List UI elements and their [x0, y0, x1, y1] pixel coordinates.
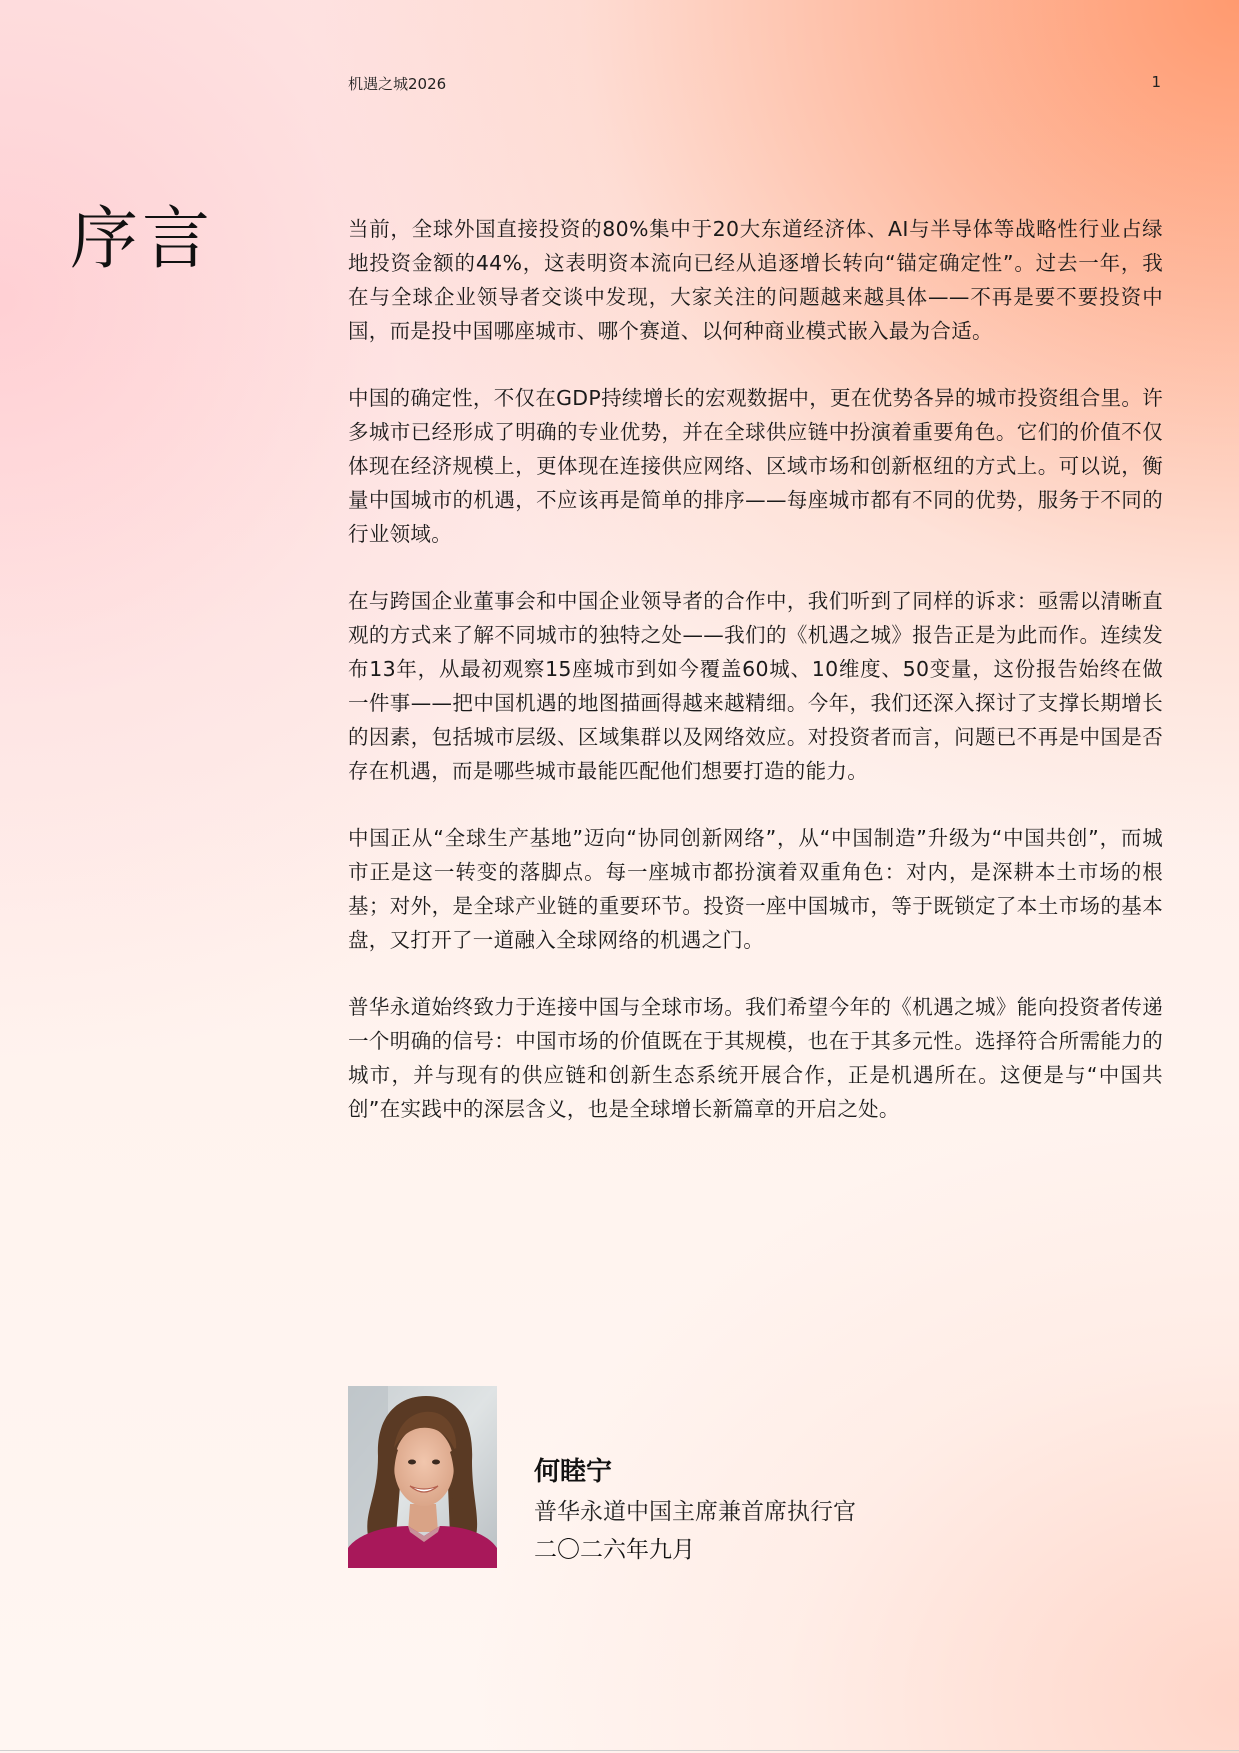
paragraph: 中国正从“全球生产基地”迈向“协同创新网络”，从“中国制造”升级为“中国共创”，而城市正是这一转变的落脚点。每一座城市都扮演着双重角色：对内，是深耕本土市场的根基；对外，是全球产业链的重要环节。投资一座中国城市，等于既锁定了本土市场的基本盘，又打开了一道融入全球网络的机遇之门。 [348, 826, 1163, 952]
signature-text [534, 1454, 856, 1568]
signature-block [348, 1386, 1163, 1568]
author-title: 普华永道中国主席兼首席执行官 [534, 1499, 856, 1525]
paragraph: 中国的确定性，不仅在GDP持续增长的宏观数据中，更在优势各异的城市投资组合里。许多城市已经形成了明确的专业优势，并在全球供应链中扮演着重要角色。它们的价值不仅体现在经济规模上，更体现在连接供应网络、区域市场和创新枢纽的方式上。可以说，衡量中国城市的机遇，不应该再是简单的排序——每座城市都有不同的优势，服务于不同的行业领域。 [348, 386, 1163, 546]
signature-date: 二〇二六年九月 [534, 1537, 695, 1563]
paragraph: 当前，全球外国直接投资的80%集中于20大东道经济体、AI与半导体等战略性行业占绿地投资金额的44%，这表明资本流向已经从追逐增长转向“锚定确定性”。过去一年，我在与全球企业领导者交谈中发现，大家关注的问题越来越具体——不再是要不要投资中国，而是投中国哪座城市、哪个赛道、以何种商业模式嵌入最为合适。 [348, 217, 1163, 343]
page-number: 1 [1151, 73, 1161, 91]
paragraph: 在与跨国企业董事会和中国企业领导者的合作中，我们听到了同样的诉求：亟需以清晰直观的方式来了解不同城市的独特之处——我们的《机遇之城》报告正是为此而作。连续发布13年，从最初观察15座城市到如今覆盖60城、10维度、50变量，这份报告始终在做一件事——把中国机遇的地图描画得越来越精细。今年，我们还深入探讨了支撑长期增长的因素，包括城市层级、区域集群以及网络效应。对投资者而言，问题已不再是中国是否存在机遇，而是哪些城市最能匹配他们想要打造的能力。 [348, 589, 1163, 783]
bottom-divider [0, 1750, 1239, 1751]
section-title: 序言 [70, 200, 215, 279]
author-portrait [348, 1386, 497, 1568]
author-name: 何睦宁 [534, 1457, 613, 1487]
header-title: 机遇之城2026 [348, 75, 447, 93]
body-text [348, 212, 1163, 1159]
paragraph: 普华永道始终致力于连接中国与全球市场。我们希望今年的《机遇之城》能向投资者传递一个明确的信号：中国市场的价值既在于其规模，也在于其多元性。选择符合所需能力的城市，并与现有的供应链和创新生态系统开展合作，正是机遇所在。这便是与“中国共创”在实践中的深层含义，也是全球增长新篇章的开启之处。 [348, 995, 1163, 1121]
